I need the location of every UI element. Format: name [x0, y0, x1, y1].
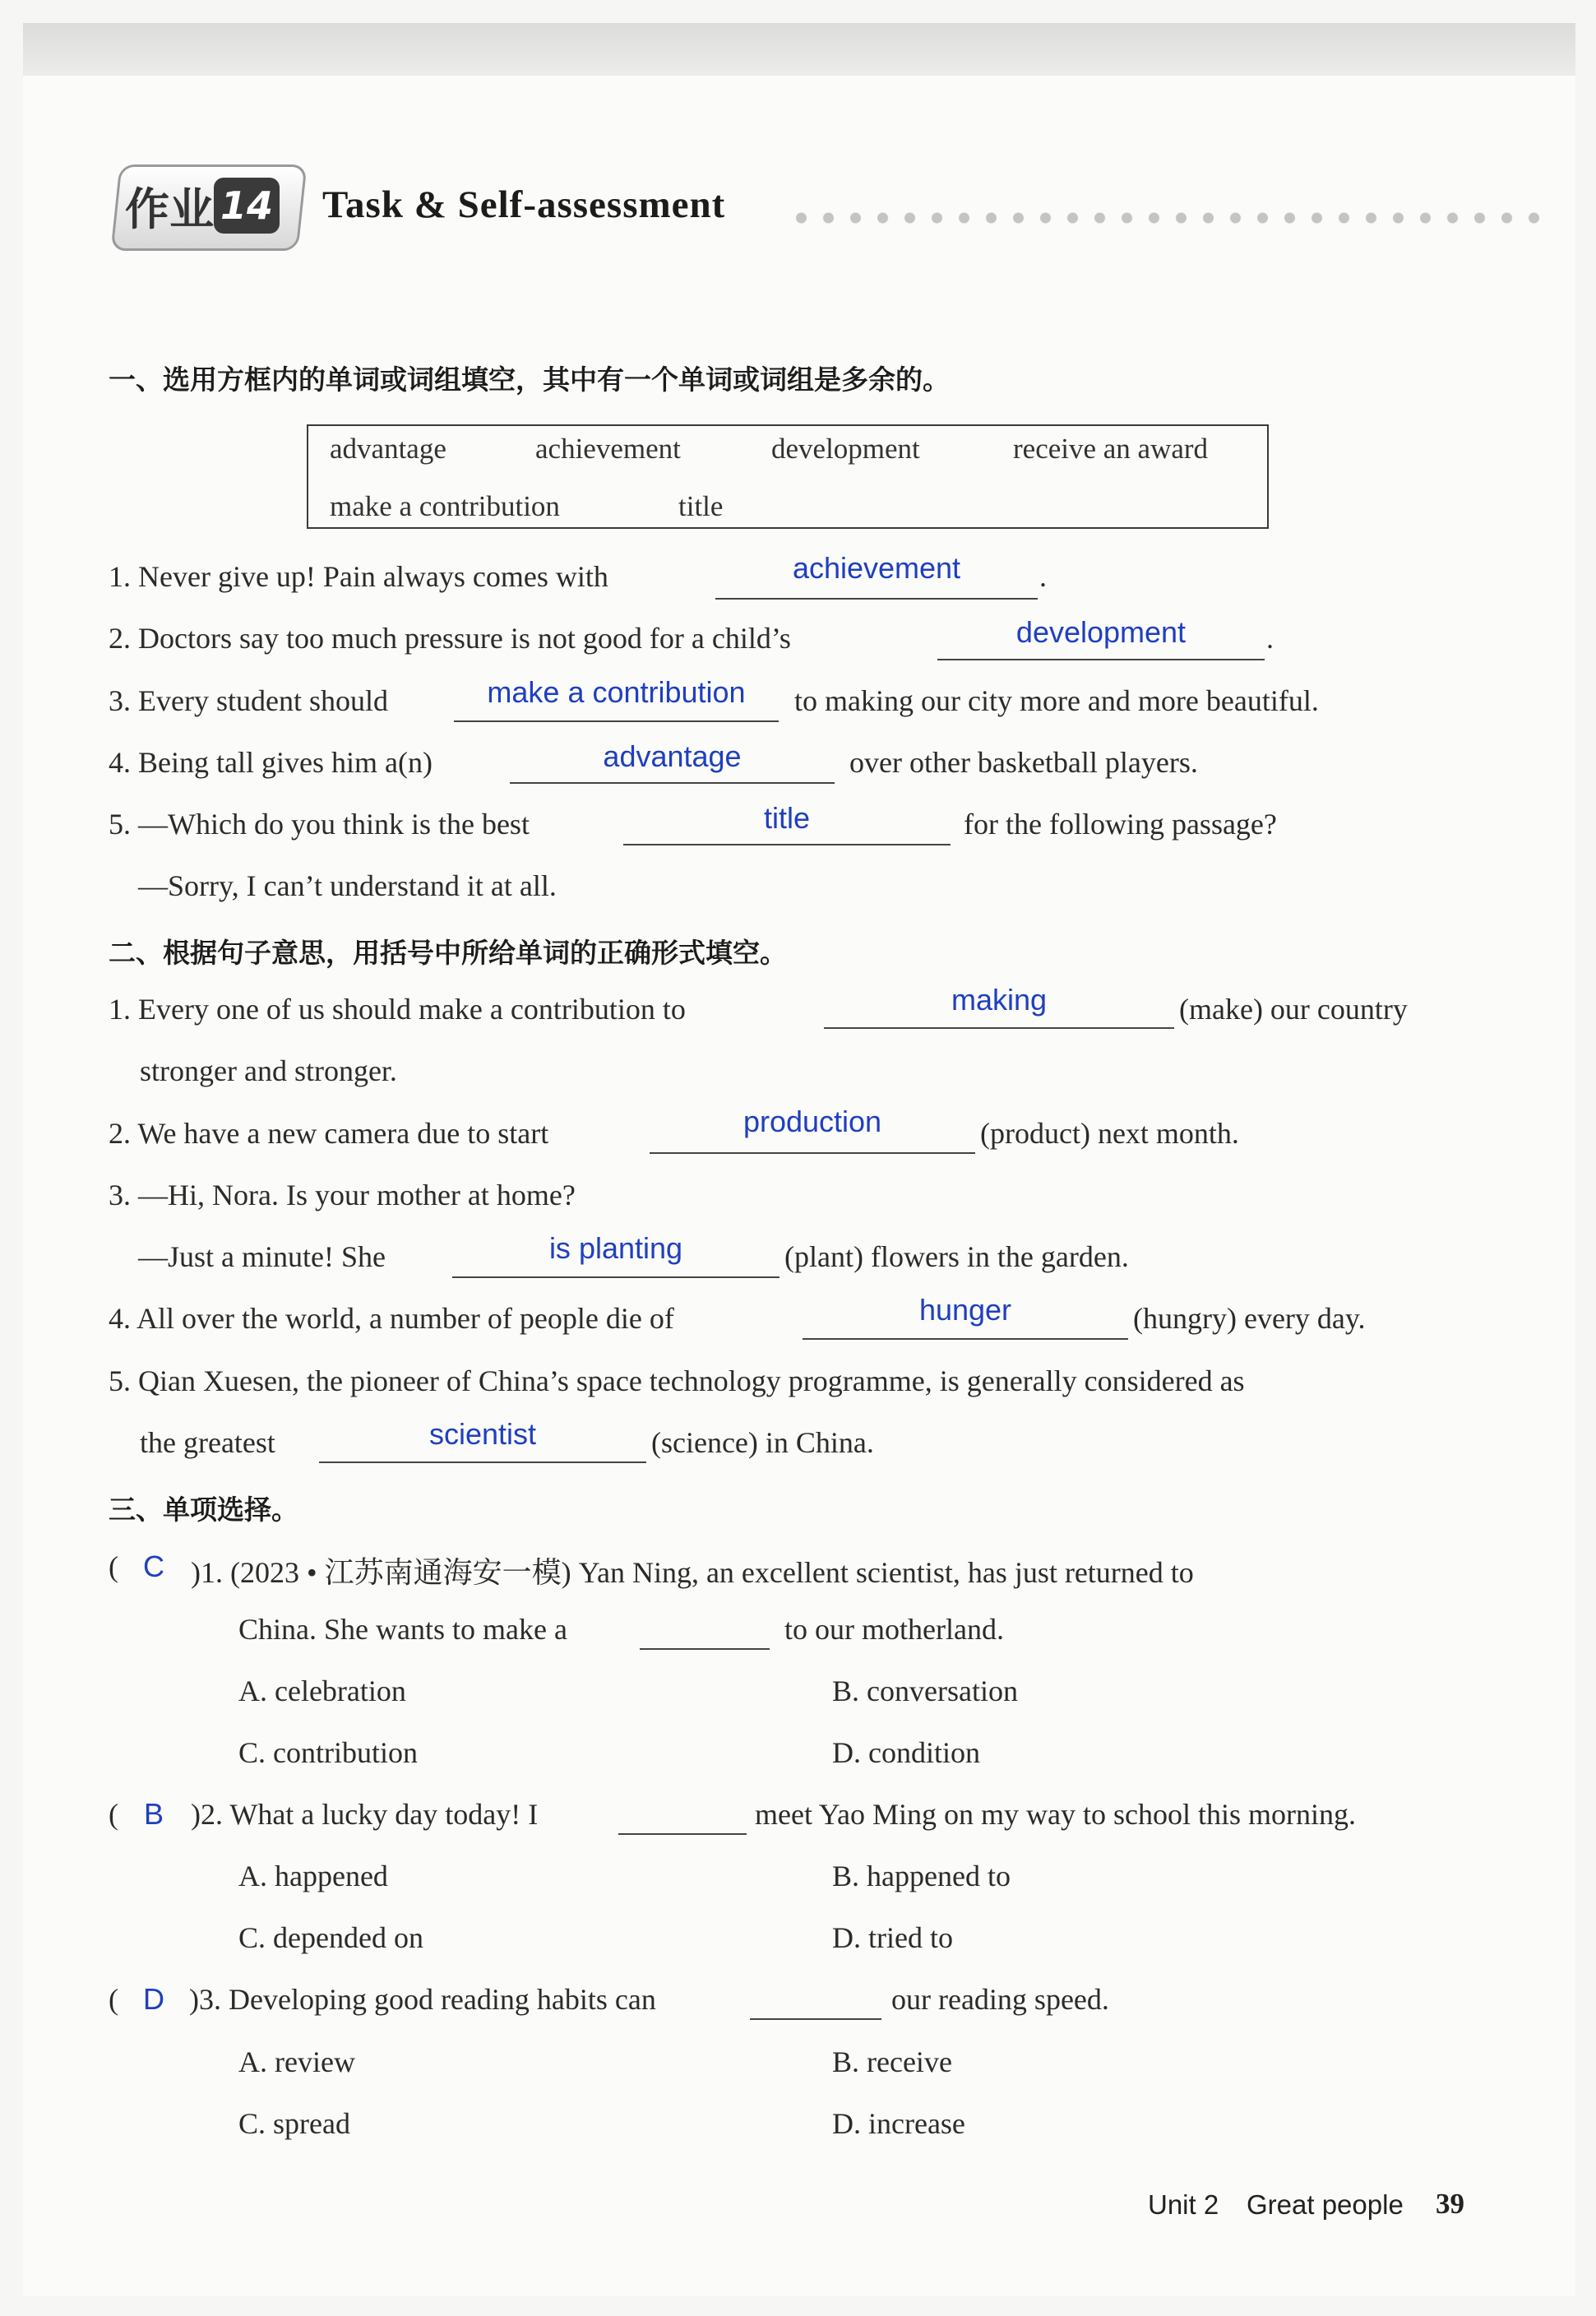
- s2-q1-text: 1. Every one of us should make a contribution to: [109, 993, 686, 1026]
- mc-q1-line2-end: to our motherland.: [784, 1613, 1004, 1646]
- s1-q4-answer: advantage: [603, 739, 742, 773]
- s2-q2-text: 2. We have a new camera due to start: [109, 1117, 549, 1150]
- mc-q2-line1: )2. What a lucky day today! I: [191, 1798, 539, 1831]
- s2-q3-line2: —Just a minute! She: [138, 1240, 386, 1273]
- mc-q3-option-b: B. receive: [832, 2045, 952, 2078]
- mc-q1-blank: [640, 1648, 770, 1650]
- s2-q4-blank: [803, 1338, 1128, 1340]
- s2-q5-answer: scientist: [428, 1417, 537, 1451]
- s1-q2-end: .: [1266, 622, 1274, 655]
- s1-q3-blank: [454, 720, 779, 722]
- decorative-dot-rule: [788, 212, 1544, 224]
- mc-q3-answer: D: [143, 1982, 164, 2016]
- word-bank-item: receive an award: [1013, 433, 1209, 465]
- section1-heading: 一、选用方框内的单词或词组填空，其中有一个单词或词组是多余的。: [109, 364, 950, 396]
- s1-q5-text: 5. —Which do you think is the best: [109, 808, 530, 841]
- s1-q3-answer: make a contribution: [487, 675, 746, 709]
- mc-q1-option-d: D. condition: [832, 1736, 980, 1769]
- s2-q1-end: (make) our country: [1179, 993, 1408, 1026]
- s1-q2-blank: [937, 659, 1265, 660]
- s2-q3-answer: is planting: [548, 1231, 683, 1265]
- footer-unit: Unit 2: [1148, 2189, 1219, 2220]
- mc-q3-line1-end: our reading speed.: [891, 1983, 1109, 2016]
- section2-heading: 二、根据句子意思，用括号中所给单词的正确形式填空。: [109, 937, 787, 969]
- s1-q1-blank: [715, 598, 1038, 600]
- s2-q2-end: (product) next month.: [980, 1117, 1239, 1150]
- mc-q2-option-b: B. happened to: [832, 1860, 1011, 1892]
- mc-q3-open-paren: (: [109, 1983, 118, 2016]
- mc-q2-option-a: A. happened: [238, 1860, 388, 1892]
- scan-top-band: [23, 23, 1575, 76]
- s2-q2-blank: [650, 1152, 975, 1154]
- s2-q3-text: 3. —Hi, Nora. Is your mother at home?: [109, 1179, 576, 1211]
- s2-q5-end: (science) in China.: [651, 1426, 874, 1459]
- mc-q2-option-d: D. tried to: [832, 1921, 953, 1954]
- s2-q1-continued: stronger and stronger.: [140, 1054, 397, 1087]
- page-number: 39: [1436, 2188, 1464, 2220]
- s2-q1-blank: [824, 1027, 1174, 1029]
- s1-q1-answer: achievement: [792, 551, 961, 585]
- mc-q1-answer: C: [143, 1549, 164, 1583]
- s2-q2-answer: production: [742, 1105, 882, 1138]
- s1-q5-answer: title: [763, 801, 811, 835]
- mc-q1-open-paren: (: [109, 1550, 118, 1583]
- s1-q5-reply: —Sorry, I can’t understand it at all.: [138, 869, 557, 902]
- mc-q2-answer: B: [143, 1797, 164, 1831]
- s1-q4-text: 4. Being tall gives him a(n): [109, 746, 433, 779]
- s2-q4-answer: hunger: [918, 1293, 1012, 1327]
- page-title: Task & Self-assessment: [322, 183, 726, 226]
- word-bank-box: [307, 424, 1269, 529]
- mc-q1-option-a: A. celebration: [238, 1674, 406, 1707]
- s2-q4-end: (hungry) every day.: [1133, 1302, 1366, 1335]
- mc-q1-option-c: C. contribution: [238, 1736, 418, 1769]
- s1-q1-end: .: [1039, 560, 1047, 593]
- s1-q5-end: for the following passage?: [964, 808, 1277, 841]
- mc-q2-open-paren: (: [109, 1798, 118, 1831]
- s2-q5-text: 5. Qian Xuesen, the pioneer of China’s space technology programme, is generally considered as: [109, 1364, 1245, 1397]
- word-bank-item: advantage: [330, 433, 446, 465]
- mc-q2-option-c: C. depended on: [238, 1921, 423, 1954]
- mc-q3-line1: )3. Developing good reading habits can: [189, 1983, 656, 2016]
- s2-q3-blank: [452, 1276, 779, 1278]
- s2-q1-answer: making: [951, 983, 1048, 1017]
- s1-q1-text: 1. Never give up! Pain always comes with: [109, 560, 608, 593]
- s1-q2-text: 2. Doctors say too much pressure is not good for a child’s: [109, 622, 791, 655]
- mc-q1-option-b: B. conversation: [832, 1674, 1018, 1707]
- s1-q4-blank: [510, 782, 835, 784]
- word-bank-item: achievement: [535, 433, 681, 465]
- s2-q5-line2: the greatest: [140, 1426, 275, 1459]
- s1-q4-end: over other basketball players.: [849, 746, 1198, 779]
- word-bank-item: title: [678, 490, 724, 522]
- s1-q5-blank: [623, 844, 951, 845]
- footer-unit-title: Great people: [1247, 2189, 1404, 2220]
- mc-q2-line1-end: meet Yao Ming on my way to school this morning.: [755, 1798, 1356, 1831]
- s1-q3-end: to making our city more and more beautiful.: [794, 684, 1319, 717]
- mc-q2-blank: [618, 1833, 747, 1835]
- homework-badge: [115, 164, 303, 251]
- s2-q4-text: 4. All over the world, a number of people die of: [109, 1302, 674, 1335]
- badge-number: 14: [214, 178, 280, 234]
- mc-q3-option-c: C. spread: [238, 2107, 350, 2140]
- s2-q3-end: (plant) flowers in the garden.: [784, 1240, 1129, 1273]
- mc-q3-option-d: D. increase: [832, 2107, 965, 2140]
- word-bank-item: make a contribution: [330, 490, 560, 522]
- s1-q3-text: 3. Every student should: [109, 684, 388, 717]
- mc-q1-line1: )1. (2023 • 江苏南通海安一模) Yan Ning, an excellent scientist, has just returned to: [191, 1556, 1194, 1589]
- section3-heading: 三、单项选择。: [109, 1494, 298, 1526]
- s2-q5-blank: [319, 1461, 646, 1463]
- s1-q2-answer: development: [1015, 615, 1187, 649]
- word-bank-item: development: [771, 433, 920, 465]
- badge-label: 作业: [125, 183, 214, 235]
- mc-q3-option-a: A. review: [238, 2045, 355, 2078]
- mc-q1-line2: China. She wants to make a: [238, 1613, 567, 1646]
- mc-q3-blank: [750, 2018, 881, 2020]
